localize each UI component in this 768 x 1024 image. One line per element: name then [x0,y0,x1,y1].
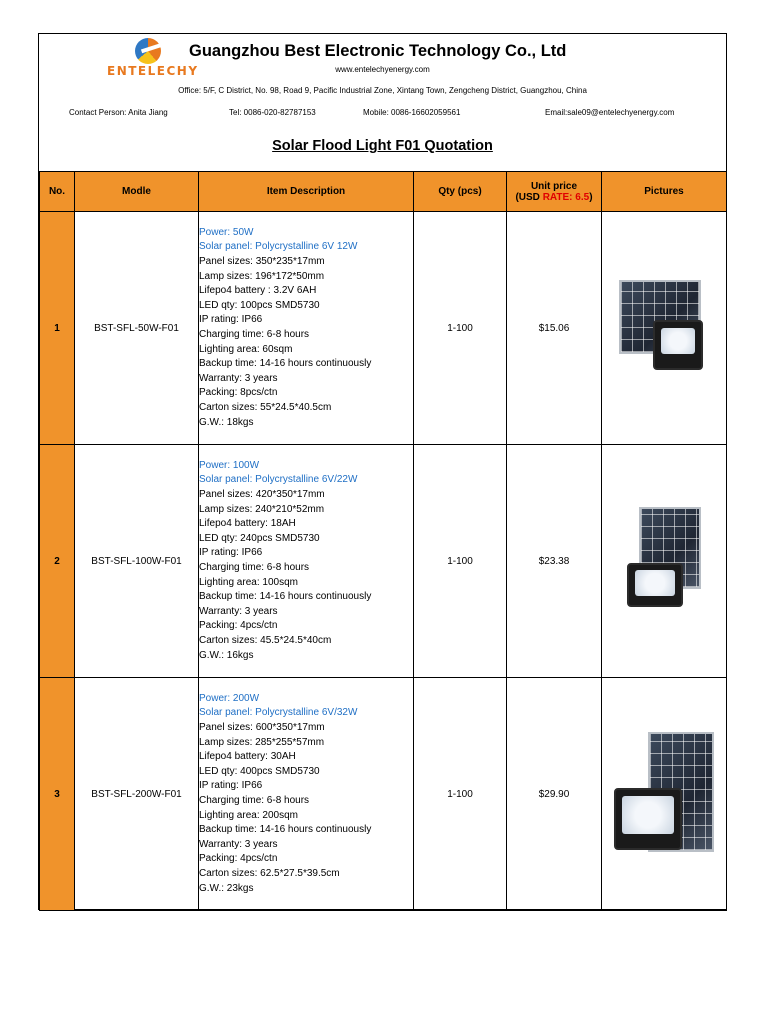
spec-line: Packing: 4pcs/ctn [199,620,278,632]
spec-line: Lamp sizes: 196*172*50mm [199,270,325,282]
spec-line: Lighting area: 200sqm [199,809,298,821]
row-description [199,212,414,445]
spec-line: Warranty: 3 years [199,605,278,617]
spec-line: G.W.: 16kgs [199,649,254,661]
spec-line: Packing: 8pcs/ctn [199,387,278,399]
spec-line: Carton sizes: 62.5*27.5*39.5cm [199,867,340,879]
spec-line: LED qty: 400pcs SMD5730 [199,765,320,777]
row-description [199,445,414,678]
flood-lamp-icon [627,563,683,607]
flood-lamp-icon [653,320,703,370]
row-number: 3 [40,678,75,911]
row-power: Power: 200W [199,692,260,704]
header-currency: (USD [515,191,540,203]
row-picture [602,445,727,678]
header-qty: Qty (pcs) [414,172,507,212]
row-specs [199,255,413,430]
row-picture [602,212,727,445]
row-qty: 1-100 [414,212,507,445]
row-power: Power: 50W [199,226,254,238]
header-pictures: Pictures [602,172,727,212]
spec-line: Panel sizes: 420*350*17mm [199,489,325,501]
table-row [40,445,727,678]
spec-line: Charging time: 6-8 hours [199,795,310,806]
spec-line: Lifepo4 battery: 30AH [199,751,296,763]
row-picture [602,678,727,911]
header-no: No. [40,172,75,212]
logo-text: ENTELECHY [107,64,199,78]
row-specs [199,721,413,896]
quotation-sheet [38,33,727,910]
spec-line: G.W.: 18kgs [199,416,254,428]
spec-line: Lamp sizes: 285*255*57mm [199,736,325,748]
spec-line: Lighting area: 100sqm [199,576,298,588]
row-description [199,678,414,911]
spec-line: Lamp sizes: 240*210*52mm [199,503,325,515]
spec-line: Charging time: 6-8 hours [199,562,310,573]
spec-line: Backup time: 14-16 hours continuously [199,358,372,370]
spec-line: Warranty: 3 years [199,838,278,850]
row-number: 1 [40,212,75,445]
row-model: BST-SFL-100W-F01 [75,445,199,678]
table-row [40,212,727,445]
company-name: Guangzhou Best Electronic Technology Co., Ltd [189,42,567,60]
spec-line: G.W.: 23kgs [199,882,254,894]
row-qty: 1-100 [414,445,507,678]
row-price: $29.90 [507,678,602,911]
spec-line: Panel sizes: 350*235*17mm [199,256,325,268]
spec-line: IP rating: IP66 [199,547,263,559]
page-title: Solar Flood Light F01 Quotation [272,138,493,154]
spec-line: Backup time: 14-16 hours continuously [199,824,372,836]
spec-line: Lifepo4 battery : 3.2V 6AH [199,285,317,297]
spec-line: Carton sizes: 55*24.5*40.5cm [199,401,332,413]
header-description: Item Description [199,172,414,212]
contact-mobile: Mobile: 0086-16602059561 [363,108,461,117]
table-header-row [40,172,727,212]
row-solar-panel: Solar panel: Polycrystalline 6V 12W [199,241,358,253]
row-number: 2 [40,445,75,678]
product-image-3 [614,732,714,856]
row-power: Power: 100W [199,459,260,471]
row-price: $23.38 [507,445,602,678]
company-website: www.entelechyenergy.com [335,65,430,74]
table-row [40,678,727,911]
company-header [39,34,726,172]
row-qty: 1-100 [414,678,507,911]
spec-line: Panel sizes: 600*350*17mm [199,722,325,734]
spec-line: Lighting area: 60sqm [199,343,293,355]
header-unit-price [507,172,602,212]
contact-person: Contact Person: Anita Jiang [69,108,168,117]
spec-line: Warranty: 3 years [199,372,278,384]
spec-line: IP rating: IP66 [199,314,263,326]
spec-line: Carton sizes: 45.5*24.5*40cm [199,634,332,646]
header-currency-line [507,192,601,203]
header-currency-close: ) [589,191,593,203]
contact-email: Email:sale09@entelechyenergy.com [545,108,675,117]
contact-tel: Tel: 0086-020-82787153 [229,108,316,117]
row-model: BST-SFL-50W-F01 [75,212,199,445]
header-rate: RATE: 6.5 [542,191,590,203]
spec-line: IP rating: IP66 [199,780,263,792]
spec-line: Backup time: 14-16 hours continuously [199,591,372,603]
row-solar-panel: Solar panel: Polycrystalline 6V/32W [199,707,358,719]
header-model: Modle [75,172,199,212]
product-image-2 [627,507,701,615]
sun-logo-icon [135,38,161,64]
spec-line: Packing: 4pcs/ctn [199,853,278,865]
row-specs [199,488,413,663]
company-logo [107,38,197,82]
spec-line: Lifepo4 battery: 18AH [199,518,296,530]
company-address: Office: 5/F, C District, No. 98, Road 9, Pacific Industrial Zone, Xintang Town, Zengcheng District, Guangzhou, China [178,86,587,95]
spec-line: LED qty: 100pcs SMD5730 [199,299,320,311]
flood-lamp-icon [614,788,682,850]
product-image-1 [619,278,709,378]
spec-line: LED qty: 240pcs SMD5730 [199,532,320,544]
row-price: $15.06 [507,212,602,445]
header-unit-price-label: Unit price [530,180,578,192]
quotation-table [39,171,727,911]
row-solar-panel: Solar panel: Polycrystalline 6V/22W [199,474,358,486]
spec-line: Charging time: 6-8 hours [199,329,310,340]
row-model: BST-SFL-200W-F01 [75,678,199,911]
